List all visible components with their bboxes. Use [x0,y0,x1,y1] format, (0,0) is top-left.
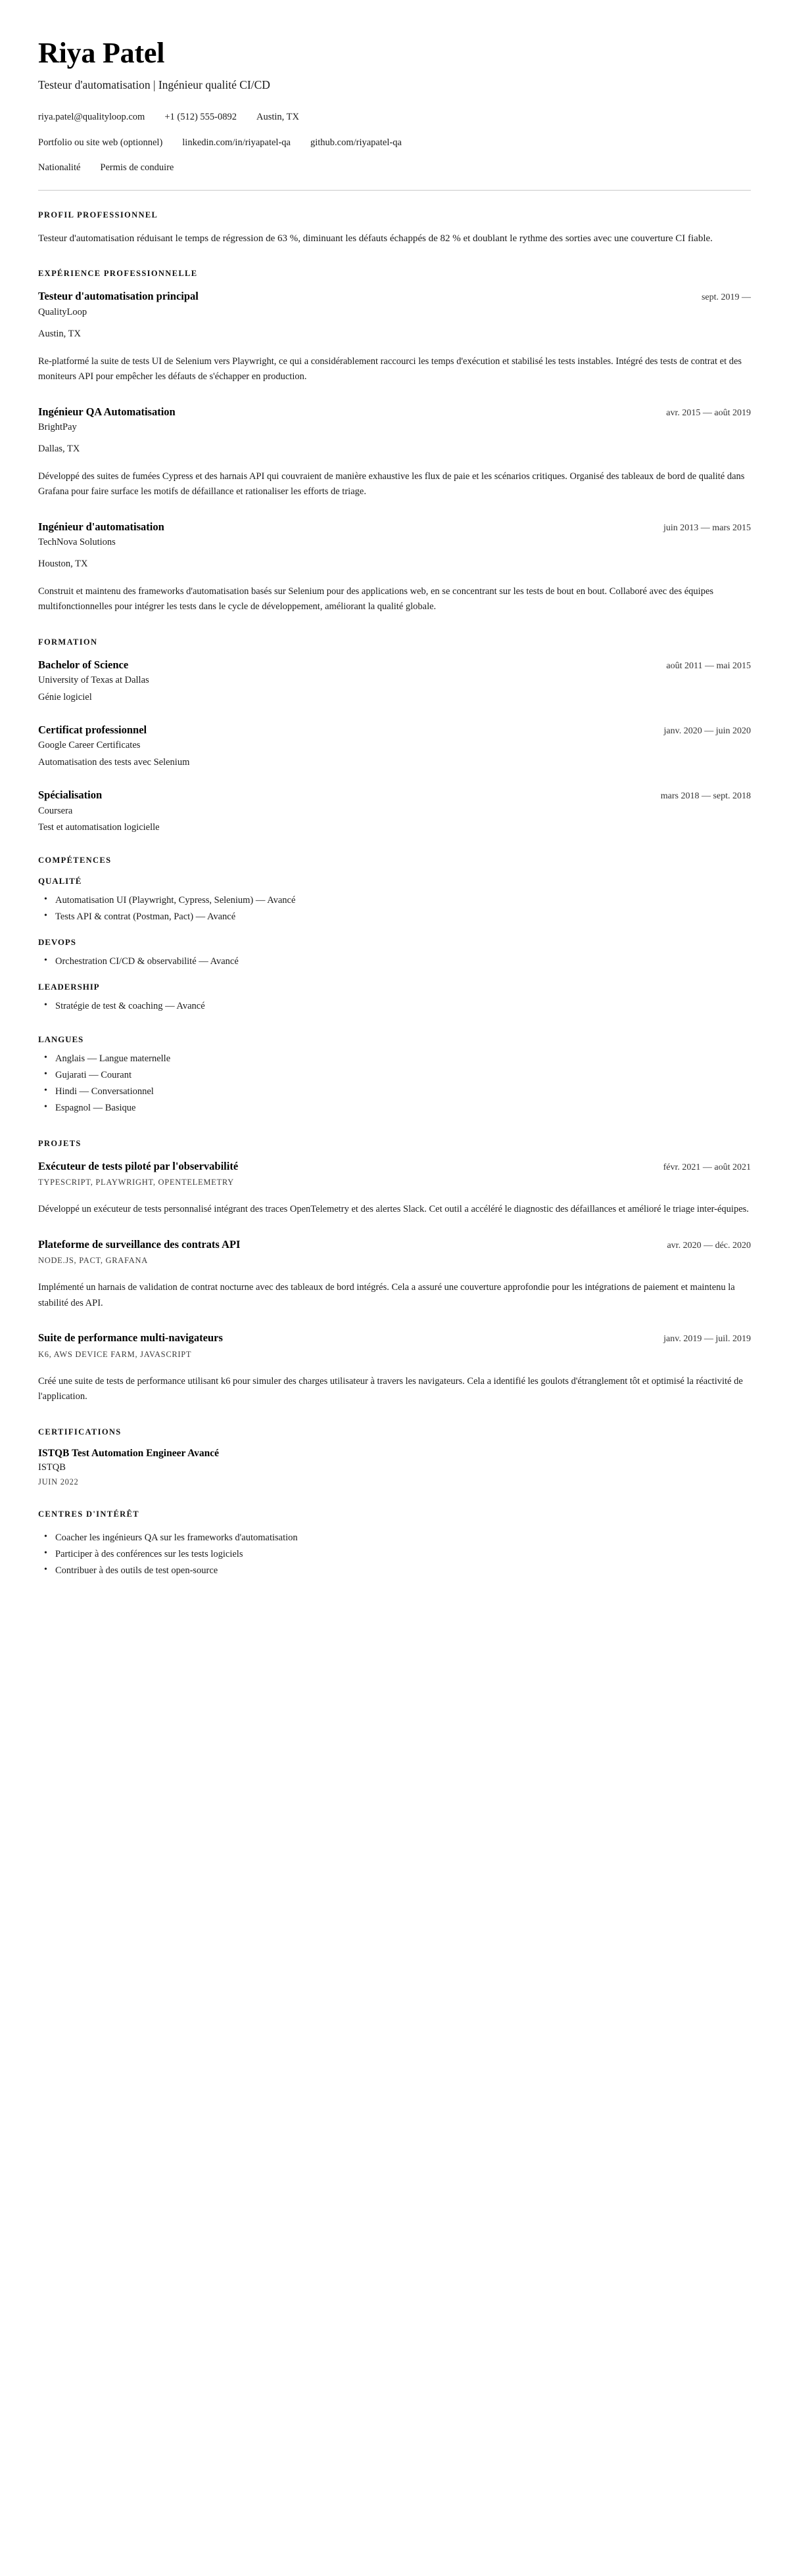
project-description: Créé une suite de tests de performance utilisant k6 pour simuler des charges utilisateur à travers les navigateurs. Cela a identifié les goulots d'étranglement tôt et optimisé la réactivité de l'application. [38,1375,743,1402]
skill-list [38,998,751,1015]
experience-entry-head [38,520,751,534]
experience-description: Construit et maintenu des frameworks d'automatisation basés sur Selenium pour des applications web, en se concentrant sur les tests de bout en bout. Collaboré avec des équipes multifonctionnelles pour intégrer les tests dans le cycle de développement, améliorant la qualité globale. [38,586,714,612]
contact-row-links [38,136,751,150]
section-title-interests: CENTRES D'INTÉRÊT [38,1509,139,1519]
skill-group [38,876,751,925]
project-tech: K6, AWS DEVICE FARM, JAVASCRIPT [38,1349,192,1359]
experience-company: BrightPay [38,421,77,432]
education-dates: mars 2018 — sept. 2018 [660,791,751,802]
skill-list [38,954,751,970]
contact-row-extra [38,161,751,175]
education-degree: Bachelor of Science [38,658,129,671]
education-dates: janv. 2020 — juin 2020 [663,726,751,737]
certification-name: ISTQB Test Automation Engineer Avancé [38,1447,220,1459]
experience-location: Dallas, TX [38,443,80,454]
project-entry-head [38,1331,751,1345]
experience-description: Re-platformé la suite de tests UI de Selenium vers Playwright, ce qui a considérablement raccourci les temps d'exécution et stabilisé les tests instables. Intégré des tests de contrat et des moniteurs API pour empêcher les défauts de s'échapper en production. [38,356,742,382]
section-title-education: FORMATION [38,637,98,647]
section-title-profile: PROFIL PROFESSIONNEL [38,210,158,220]
contact-row-primary [38,110,751,125]
skill-item: • Automatisation UI (Playwright, Cypress, Selenium) — Avancé [55,892,751,909]
section-title-projects: PROJETS [38,1138,82,1148]
section-interests [38,1509,751,1579]
experience-description: Développé des suites de fumées Cypress et des harnais API qui couvraient de manière exhaustive les flux de paie et les scénarios critiques. Organisé des tableaux de bord de qualité dans Grafana pour faire surface les motifs de défaillance et rationaliser les efforts de triage. [38,471,745,497]
contact-email[interactable]: riya.patel@qualityloop.com [38,111,145,122]
skill-group-name: DEVOPS [38,937,76,948]
experience-company: TechNova Solutions [38,537,116,548]
skill-item: • Orchestration CI/CD & observabilité — Avancé [55,954,751,970]
education-entry-head [38,723,751,737]
experience-entry [38,289,751,384]
experience-location: Houston, TX [38,558,88,569]
contact-portfolio[interactable]: Portfolio ou site web (optionnel) [38,137,163,148]
experience-entry-head [38,289,751,303]
language-item: • Anglais — Langue maternelle [55,1051,751,1067]
skill-group [38,982,751,1015]
interests-list [38,1530,751,1579]
education-school: University of Texas at Dallas [38,675,149,686]
education-field: Test et automatisation logicielle [38,822,160,833]
education-entry [38,723,751,768]
section-certifications [38,1427,751,1487]
section-education [38,637,751,834]
interest-item: • Contribuer à des outils de test open-source [55,1563,751,1579]
project-entry [38,1159,751,1218]
education-field: Automatisation des tests avec Selenium [38,757,190,768]
project-dates: févr. 2021 — août 2021 [663,1162,751,1172]
contact-phone[interactable]: +1 (512) 555-0892 [164,111,237,122]
language-item: • Gujarati — Courant [55,1067,751,1084]
skill-group-name: LEADERSHIP [38,982,100,992]
skill-group-name: QUALITÉ [38,876,82,886]
experience-location: Austin, TX [38,328,81,339]
project-name: Suite de performance multi-navigateurs [38,1331,223,1345]
experience-role: Testeur d'automatisation principal [38,290,199,303]
project-tech: TYPESCRIPT, PLAYWRIGHT, OPENTELEMETRY [38,1178,234,1187]
section-skills [38,856,751,1116]
section-profile [38,210,751,246]
education-field: Génie logiciel [38,692,92,703]
header-divider [38,190,751,191]
project-entry-head [38,1159,751,1173]
skill-item: • Stratégie de test & coaching — Avancé [55,998,751,1015]
language-item: • Espagnol — Basique [55,1100,751,1116]
experience-entry [38,520,751,615]
certification-issuer: ISTQB [38,1461,66,1473]
section-projects [38,1139,751,1405]
education-entry-head [38,788,751,802]
project-name: Exécuteur de tests piloté par l'observabilité [38,1159,239,1172]
project-dates: avr. 2020 — déc. 2020 [667,1240,751,1251]
skill-list [38,892,751,925]
experience-role: Ingénieur QA Automatisation [38,405,176,418]
contact-linkedin[interactable]: linkedin.com/in/riyapatel-qa [182,137,291,148]
skill-group [38,937,751,970]
section-title-experience: EXPÉRIENCE PROFESSIONNELLE [38,269,198,279]
education-degree: Certificat professionnel [38,724,147,737]
section-title-certifications: CERTIFICATIONS [38,1427,122,1437]
certification-entry [38,1448,751,1487]
project-description: Implémenté un harnais de validation de contrat nocturne avec des tableaux de bord intégrés. Cela a assuré une couverture approfondie pour les intégrations de paiement et maintenu la stabilité des API. [38,1282,735,1308]
project-description: Développé un exécuteur de tests personnalisé intégrant des traces OpenTelemetry et des alertes Slack. Cet outil a accéléré le diagnostic des défaillances et amélioré le triage inter-équipes. [38,1204,749,1215]
candidate-name: Riya Patel [38,37,165,69]
interest-item: • Coacher les ingénieurs QA sur les frameworks d'automatisation [55,1530,751,1546]
education-school: Coursera [38,805,73,816]
languages-list [38,1051,751,1116]
experience-role: Ingénieur d'automatisation [38,520,164,533]
experience-dates: juin 2013 — mars 2015 [663,522,751,533]
skill-item: • Tests API & contrat (Postman, Pact) — Avancé [55,909,751,925]
experience-entry [38,405,751,500]
candidate-headline: Testeur d'automatisation | Ingénieur qualité CI/CD [38,78,270,92]
education-dates: août 2011 — mai 2015 [666,660,751,671]
contact-github[interactable]: github.com/riyapatel-qa [310,137,402,148]
education-entry [38,788,751,833]
contact-driving-license: Permis de conduire [100,162,174,173]
project-dates: janv. 2019 — juil. 2019 [663,1334,751,1345]
experience-dates: sept. 2019 — [701,292,751,303]
project-entry [38,1331,751,1404]
section-experience [38,269,751,614]
experience-dates: avr. 2015 — août 2019 [666,407,751,418]
project-name: Plateforme de surveillance des contrats API [38,1237,241,1251]
profile-summary: Testeur d'automatisation réduisant le temps de régression de 63 %, diminuant les défauts échappés de 82 % et doublant le rythme des sorties avec une couverture CI fiable. [38,233,713,244]
education-degree: Spécialisation [38,789,103,802]
project-tech: NODE.JS, PACT, GRAFANA [38,1256,148,1266]
language-item: • Hindi — Conversationnel [55,1084,751,1100]
experience-company: QualityLoop [38,306,87,317]
project-entry [38,1237,751,1311]
education-entry [38,658,751,703]
section-title-skills: COMPÉTENCES [38,856,112,865]
languages-group [38,1034,751,1116]
education-entry-head [38,658,751,672]
certification-date: JUIN 2022 [38,1477,79,1486]
education-school: Google Career Certificates [38,740,141,751]
project-entry-head [38,1237,751,1251]
experience-entry-head [38,405,751,419]
contact-location: Austin, TX [256,111,300,122]
interest-item: • Participer à des conférences sur les tests logiciels [55,1546,751,1563]
contact-nationality: Nationalité [38,162,81,173]
resume-header [38,38,751,175]
languages-title: LANGUES [38,1034,84,1045]
